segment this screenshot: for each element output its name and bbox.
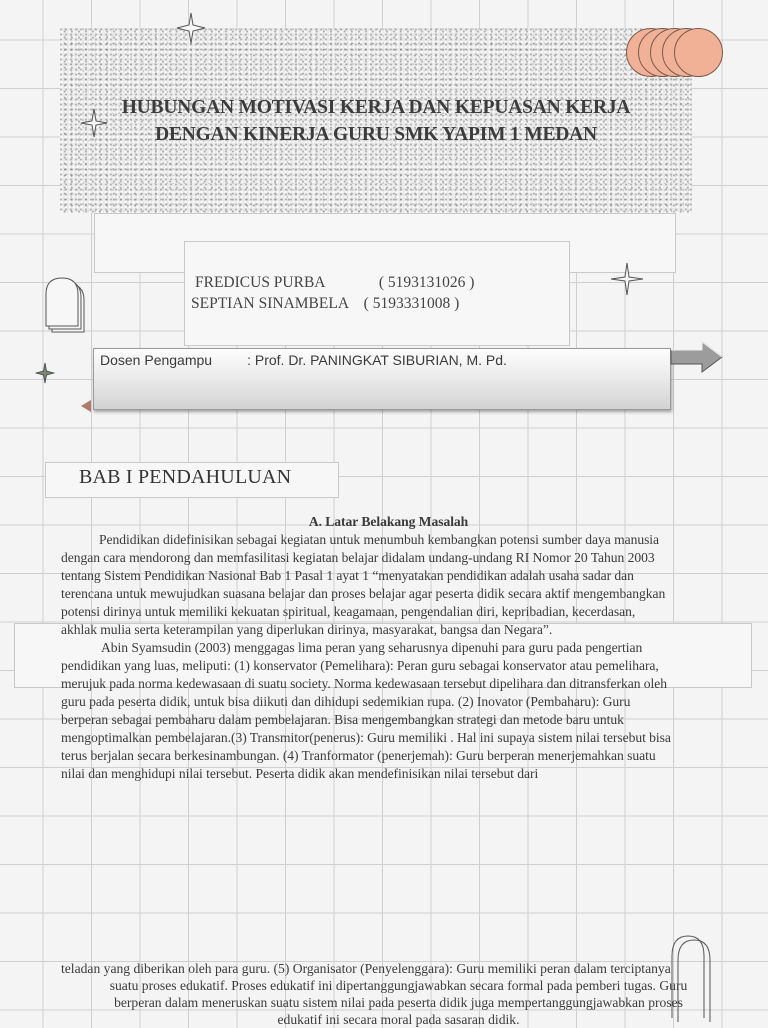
stacked-tabs-icon: [44, 276, 96, 336]
title-line-1: HUBUNGAN MOTIVASI KERJA DAN KEPUASAN KERJA: [121, 97, 631, 118]
body-line: mengoptimalkan pembelajaran.(3) Transmitor(penerus): Guru memiliki . Hal ini supaya sistem nilai tersebut bisa: [61, 730, 671, 745]
body-line: akhlak mulia serta keterampilan yang diperlukan dirinya, masyarakat, bangsa dan Negara”.: [61, 622, 553, 637]
sparkle-icon: [35, 362, 55, 384]
stacked-tabs-icon: [668, 930, 718, 1024]
chapter-heading: BAB I PENDAHULUAN: [79, 466, 292, 488]
arrow-right-icon: [670, 340, 724, 374]
sparkle-icon: [176, 12, 206, 44]
body-line: nilai dan menghidupi nilai tersebut. Peserta didik akan mendefinisikan nilai tersebut dari: [61, 766, 539, 781]
body-line: dengan cara mendorong dan memfasilitasi kegiatan belajar didalam undang-undang RI Nomor 20 Tahun 2003: [61, 550, 655, 565]
section-heading: A. Latar Belakang Masalah: [308, 514, 469, 529]
body-line: potensi dirinya untuk memiliki kekuatan spiritual, keagamaan, pengendalian diri, kepribadian, kecerdasan,: [61, 604, 636, 619]
body-line: suatu proses edukatif. Proses edukatif ini dipertanggungjawabkan secara formal pada pemberi tugas. Guru: [109, 978, 688, 993]
author-line-2: SEPTIAN SINAMBELA ( 5193331008 ): [191, 295, 460, 312]
body-line: tentang Sistem Pendidikan Nasional Bab 1 Pasal 1 ayat 1 “menyatakan pendidikan adalah usaha sadar dan: [61, 568, 634, 583]
body-line: edukatif ini secara moral pada sasaran didik.: [277, 1012, 520, 1027]
body-line: berperan sebagai pembaharu dalam pembelajaran. Bisa mengembangkan strategi dan metode baru untuk: [61, 712, 624, 727]
body-line: terencana untuk mewujudkan suasana belajar dan proses belajar agar peserta didik secara aktif mengembangkan: [61, 586, 666, 601]
body-line: Abin Syamsudin (2003) menggagas lima peran yang seharusnya dipenuhi para guru pada pengertian: [101, 640, 643, 655]
body-line: Pendidikan didefinisikan sebagai kegiatan untuk menumbuh kembangkan potensi sumber daya manusia: [99, 532, 660, 547]
document-title: [60, 94, 692, 148]
body-line: pendidikan yang luas, meliputi: (1) konservator (Pemelihara): Peran guru sebagai konservator atau pemelihara,: [61, 658, 659, 673]
sparkle-icon: [80, 108, 108, 138]
lecturer-text: Dosen Pengampu : Prof. Dr. PANINGKAT SIBURIAN, M. Pd.: [100, 352, 507, 368]
body-line: terus berjalan secara berkesinambungan. (4) Tranformator (penerjemah): Guru berperan menerjemahkan suatu: [61, 748, 656, 763]
sparkle-icon: [610, 262, 644, 296]
body-line: teladan yang diberikan oleh para guru. (5) Organisator (Penyelenggara): Guru memiliki peran dalam terciptanya: [61, 961, 671, 976]
body-line: merujuk pada norma kedewasaan di suatu society. Norma kedewasaan tersebut dipelihara dan ditransferkan oleh: [61, 676, 668, 691]
title-line-2: DENGAN KINERJA GURU SMK YAPIM 1 MEDAN: [155, 124, 597, 145]
small-arrow-icon: [79, 398, 93, 416]
body-line: guru pada peserta didik, untuk bisa diikuti dan dihidupi sedemikian rupa. (2) Inovator (Pembaharu): Guru: [61, 694, 631, 709]
authors-box: [184, 241, 570, 346]
author-line-1: FREDICUS PURBA ( 5193131026 ): [195, 274, 475, 291]
body-line: berperan dalam meneruskan suatu sistem nilai pada peserta didik juga mempertanggungjawabkan proses: [114, 995, 683, 1010]
circles-decoration: [626, 28, 722, 78]
